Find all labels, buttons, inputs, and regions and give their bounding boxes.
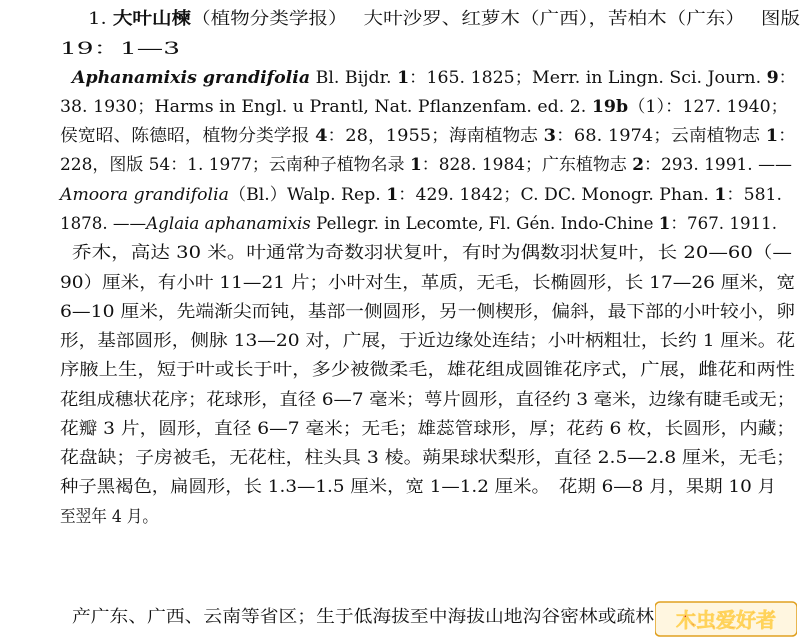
text-run: 3 xyxy=(543,126,557,146)
text-run: 1 xyxy=(397,68,410,88)
text-run: ：828. 1984；广东植物志 xyxy=(421,155,633,175)
text-line-content xyxy=(88,2,800,36)
watermark-logo-graphic xyxy=(655,600,797,638)
text-run: ：28，1955；海南植物志 xyxy=(327,126,544,146)
text-run: 4 xyxy=(315,126,328,146)
text-run: Aphanamixis grandifolia xyxy=(72,68,311,88)
text-run: 种子黑褐色，扁圆形，长 1.3—1.5 厘米，宽 1—1.2 厘米。 花期 6—8 月，果期 10 月 xyxy=(60,477,776,497)
text-run: （Bl.）Walp. Rep. xyxy=(228,185,387,205)
text-line xyxy=(0,500,800,534)
text-run: 228，图版 54：1. 1977；云南种子植物名录 xyxy=(60,155,410,175)
text-run: ：581. xyxy=(726,185,782,205)
text-run: 1 xyxy=(658,214,671,234)
text-run: 产广东、广西、云南等省区；生于低海拔至中海拔山地沟谷密林或疏林 xyxy=(72,607,654,627)
text-run: ： xyxy=(778,126,796,146)
text-run: Amoora grandifolia xyxy=(60,185,229,205)
text-run: 1 xyxy=(386,185,399,205)
text-run: ：165. 1825；Merr. in Lingn. Sci. Journ. xyxy=(409,68,767,88)
text-run: 1. xyxy=(88,9,113,29)
watermark-text: 木虫爱好者 xyxy=(676,608,776,632)
text-line xyxy=(0,236,800,270)
text-line xyxy=(0,148,800,182)
text-run: Aglaia aphanamixis xyxy=(146,214,311,234)
text-line xyxy=(0,2,800,36)
text-run: Bl. Bijdr. xyxy=(310,68,398,88)
text-line-content xyxy=(72,600,654,634)
text-run: 1878. —— xyxy=(60,214,147,234)
text-run: 1 xyxy=(714,185,727,205)
text-run: 90）厘米，有小叶 11—21 片；小叶对生，革质，无毛，长椭圆形，长 17—26 厘米，宽 xyxy=(60,273,795,293)
text-run: 9 xyxy=(766,68,779,88)
text-run: ：68. 1974；云南植物志 xyxy=(556,126,766,146)
text-run: 花瓣 3 片，圆形，直径 6—7 毫米；无毛；雄蕊管球形，厚；花药 6 枚，长圆形，内藏； xyxy=(60,419,795,439)
text-run: ：429. 1842；C. DC. Monogr. Phan. xyxy=(398,185,715,205)
text-run: 19b xyxy=(591,97,629,117)
text-run: 38. 1930；Harms in Engl. u Prantl, Nat. Pflanzenfam. ed. 2. xyxy=(60,97,592,117)
text-run: 乔木，高达 30 米。叶通常为奇数羽状复叶，有时为偶数羽状复叶，长 20—60（— xyxy=(72,243,793,263)
text-run: ： xyxy=(778,68,796,88)
text-line-content xyxy=(60,470,776,504)
text-run: 序腋上生，短于叶或长于叶，多少被微柔毛，雄花组成圆锥花序式，广展，雌花和两性 xyxy=(60,360,795,380)
text-run: 1 xyxy=(409,155,422,175)
text-run: （1）：127. 1940； xyxy=(628,97,789,117)
text-run: 2 xyxy=(632,155,645,175)
text-line-content xyxy=(60,148,792,182)
text-run: 形，基部圆形，侧脉 13—20 对，广展，于近边缘处连结；小叶柄粗壮，长约 1 厘米。花 xyxy=(60,331,795,351)
text-run: 花盘缺；子房被毛，无花柱，柱头具 3 棱。蒴果球状梨形，直径 2.5—2.8 厘米，无毛； xyxy=(60,448,796,468)
text-run: 花组成穗状花序；花球形，直径 6—7 毫米；萼片圆形，直径约 3 毫米，边缘有睫毛或无； xyxy=(60,390,795,410)
text-run: ：293. 1991. —— xyxy=(644,155,792,175)
text-run: 大叶山楝 xyxy=(112,9,192,29)
text-run: 侯宽昭、陈德昭，植物分类学报 xyxy=(60,126,316,146)
text-run: 至翌年 4 月。 xyxy=(60,507,158,527)
text-line xyxy=(0,470,800,504)
watermark-logo xyxy=(655,600,797,638)
text-line-content xyxy=(60,353,795,387)
text-line-content xyxy=(60,500,158,534)
text-run: Pellegr. in Lecomte, Fl. Gén. Indo-Chine xyxy=(310,214,659,234)
text-run: 6—10 厘米，先端渐尖而钝，基部一侧圆形，另一侧楔形，偏斜，最下部的小叶较小，卵 xyxy=(60,302,795,322)
text-line-content xyxy=(72,236,792,270)
text-line xyxy=(0,353,800,387)
text-run: 1 xyxy=(765,126,779,146)
text-run: ：767. 1911. xyxy=(670,214,777,234)
text-run: 19：1—3 xyxy=(60,39,180,59)
text-run: （植物分类学报） 大叶沙罗、红萝木（广西），苦柏木（广东） 图版 xyxy=(191,9,800,29)
